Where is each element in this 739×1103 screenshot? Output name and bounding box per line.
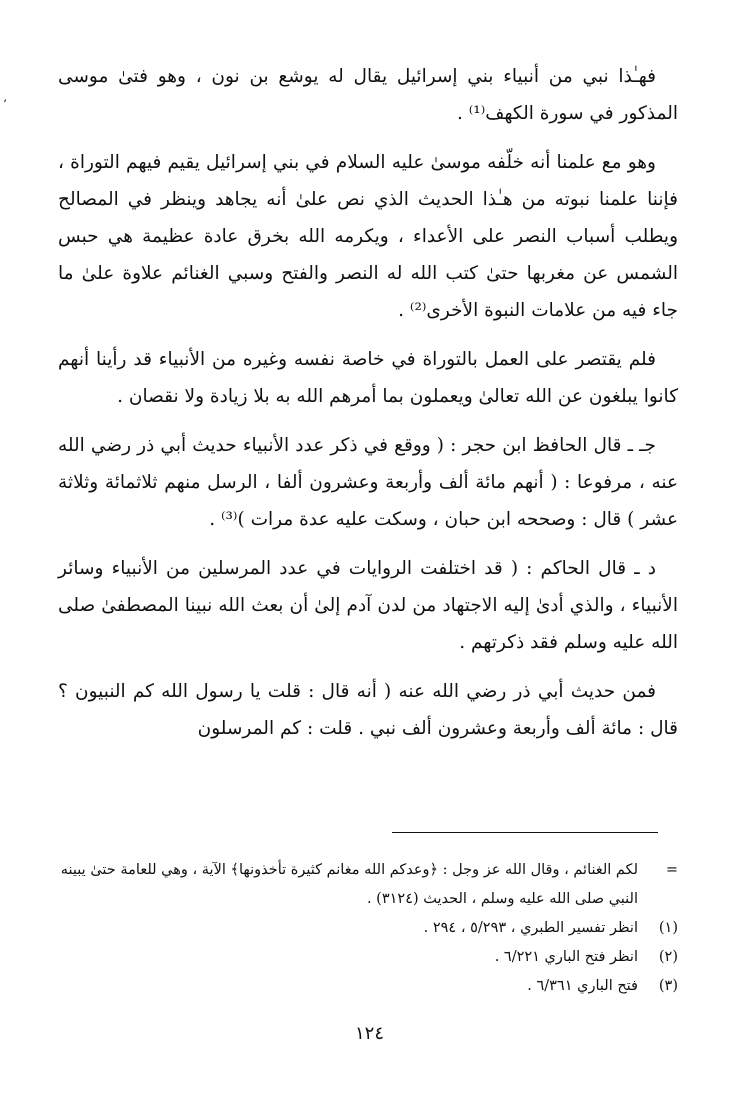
footnote-marker: (٢) bbox=[658, 949, 678, 965]
footnote-continued bbox=[58, 856, 678, 914]
footnote-text: فتح الباري ٦/٣٦١ . bbox=[527, 978, 638, 994]
footnotes bbox=[58, 856, 678, 1001]
footnote-divider bbox=[392, 832, 658, 833]
footnote-text: انظر تفسير الطبري ، ٥/٢٩٣ ، ٢٩٤ . bbox=[423, 920, 638, 936]
paragraph-yusha-bin-nun: فهـٰذا نبي من أنبياء بني إسرائيل يقال له يوشع بن نون ، وهو فتىٰ موسى المذكور في سورة الكهف⁽¹⁾ . bbox=[58, 66, 678, 124]
main-text bbox=[58, 58, 678, 759]
footnote-marker: (٣) bbox=[658, 978, 678, 994]
footnote-1 bbox=[58, 914, 678, 943]
footnote-3 bbox=[58, 972, 678, 1001]
footnote-marker: = bbox=[665, 862, 678, 878]
footnote-text: انظر فتح الباري ٦/٢٢١ . bbox=[494, 949, 638, 965]
footnote-text: لكم الغنائم ، وقال الله عز وجل : ﴿وعدكم الله مغانم كثيرة تأخذونها﴾ الآية ، وهي للعامة حتىٰ يبينه النبي صلى الله عليه وسلم ، الحديث (٣١٢٤) . bbox=[60, 862, 638, 907]
page-number: ١٢٤ bbox=[354, 1023, 384, 1044]
paragraph-al-hakim-quote: د ـ قال الحاكم : ( قد اختلفت الروايات في عدد المرسلين من الأنبياء وسائر الأنبياء ، والذي أدىٰ إليه الاجتهاد من لدن آدم إلىٰ أن بعث الله نبينا المصطفىٰ صلى الله عليه وسلم فقد ذكرتهم . bbox=[58, 558, 678, 653]
paragraph-prophethood-evidence: وهو مع علمنا أنه خلّفه موسىٰ عليه السلام في بني إسرائيل يقيم فيهم التوراة ، فإننا علمنا نبوته من هـٰذا الحديث الذي نص علىٰ أنه يجاهد وينظر في المصالح ويطلب أسباب النصر على الأعداء ، ويكرمه الله بخرق عادة عظيمة هي حبس الشمس عن مغربها حتىٰ كتب الله له النصر والفتح وسبي الغنائم علاوة علىٰ ما جاء فيه من علامات النبوة الأخرى⁽²⁾ . bbox=[58, 152, 678, 321]
paragraph-abu-dharr-hadith: فمن حديث أبي ذر رضي الله عنه ( أنه قال : قلت يا رسول الله كم النبيون ؟ قال : مائة ألف وأربعة وعشرون ألف نبي . قلت : كم المرسلون bbox=[58, 681, 678, 739]
margin-mark: ، bbox=[3, 91, 7, 105]
footnote-marker: (١) bbox=[658, 920, 678, 936]
footnote-2 bbox=[58, 943, 678, 972]
paragraph-ibn-hajar-quote: جـ ـ قال الحافظ ابن حجر : ( ووقع في ذكر عدد الأنبياء حديث أبي ذر رضي الله عنه ، مرفوعا : ( أنهم مائة ألف وأربعة وعشرون ألفا ، الرسل منهم ثلاثمائة وثلاثة عشر ) قال : وصححه ابن حبان ، وسكت عليه عدة مرات )⁽³⁾ . bbox=[58, 435, 678, 530]
paragraph-acting-by-torah: فلم يقتصر على العمل بالتوراة في خاصة نفسه وغيره من الأنبياء قد رأينا أنهم كانوا يبلغون عن الله تعالىٰ ويعملون بما أمرهم الله به بلا زيادة ولا نقصان . bbox=[58, 349, 678, 407]
